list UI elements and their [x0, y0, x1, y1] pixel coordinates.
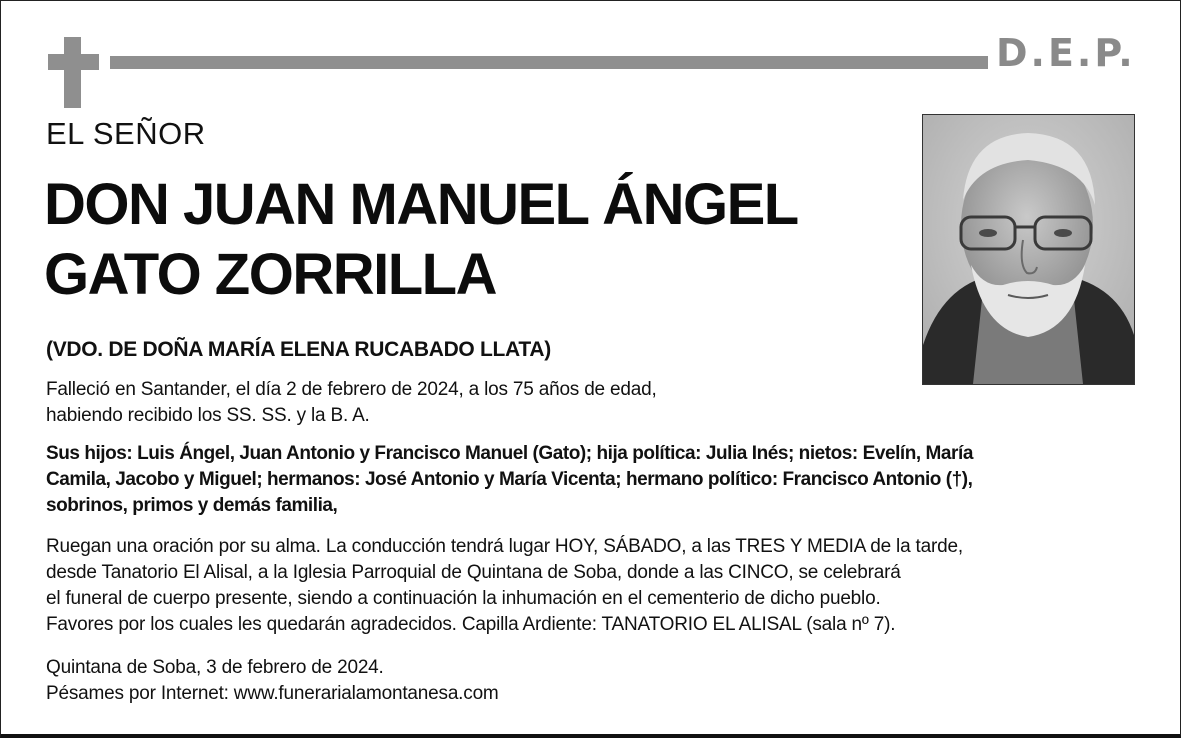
- family-line: Camila, Jacobo y Miguel; hermanos: José Antonio y María Vicenta; hermano político: Francisco Antonio (†),: [46, 469, 973, 490]
- condolences-link: Pésames por Internet: www.funerarialamontanesa.com: [46, 683, 499, 704]
- family-list: [46, 441, 973, 519]
- place-date: Quintana de Soba, 3 de febrero de 2024.: [46, 657, 384, 678]
- deceased-name-line2: GATO ZORRILLA: [44, 242, 496, 307]
- family-line: sobrinos, primos y demás familia,: [46, 495, 338, 516]
- cross-icon-bar: [48, 54, 99, 70]
- deceased-name-line1: DON JUAN MANUEL ÁNGEL: [44, 172, 798, 237]
- family-line: Sus hijos: Luis Ángel, Juan Antonio y Francisco Manuel (Gato); hija política: Julia Inés; nietos: Evelín, María: [46, 443, 973, 464]
- service-line: Ruegan una oración por su alma. La conducción tendrá lugar HOY, SÁBADO, a las TRES Y MEDIA de la tarde,: [46, 536, 963, 557]
- service-details: [46, 534, 963, 638]
- deceased-name: [44, 170, 894, 310]
- title-prefix: EL SEÑOR: [46, 116, 206, 151]
- portrait-image: [923, 115, 1134, 384]
- header-rule: [110, 56, 988, 69]
- rip-abbreviation: D.E.P.: [996, 31, 1136, 75]
- death-notice: [46, 377, 657, 429]
- service-line: el funeral de cuerpo presente, siendo a continuación la inhumación en el cementerio de dicho pueblo.: [46, 588, 881, 609]
- death-notice-line: Falleció en Santander, el día 2 de febrero de 2024, a los 75 años de edad,: [46, 379, 657, 400]
- cross-icon: [64, 37, 81, 108]
- death-notice-line: habiendo recibido los SS. SS. y la B. A.: [46, 405, 370, 426]
- service-line: Favores por los cuales les quedarán agradecidos. Capilla Ardiente: TANATORIO EL ALISAL (sala nº 7).: [46, 614, 896, 635]
- service-line: desde Tanatorio El Alisal, a la Iglesia Parroquial de Quintana de Soba, donde a las CINCO, se celebrará: [46, 562, 901, 583]
- portrait-photo: [922, 114, 1135, 385]
- widower-of: (VDO. DE DOÑA MARÍA ELENA RUCABADO LLATA): [46, 338, 551, 361]
- closing: [46, 655, 499, 707]
